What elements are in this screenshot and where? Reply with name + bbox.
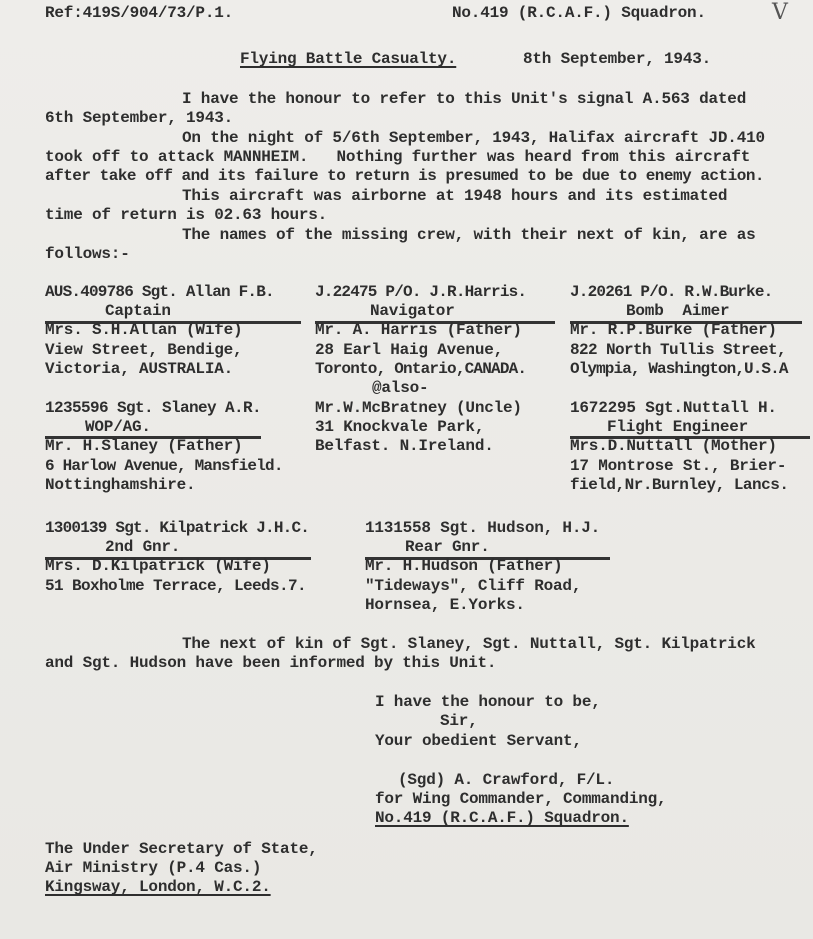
body-line: after take off and its failure to return is presumed to be due to enemy action.: [45, 167, 765, 185]
body-line: On the night of 5/6th September, 1943, Halifax aircraft JD.410: [182, 129, 765, 147]
kin-line: @also-: [372, 379, 429, 397]
crew-name: J.22475 P/O. J.R.Harris.: [315, 283, 527, 301]
kin-line: 17 Montrose St., Brier-: [570, 457, 787, 475]
closing-paragraph-line: and Sgt. Hudson have been informed by this Unit.: [45, 654, 497, 672]
body-line: took off to attack MANNHEIM. Nothing further was heard from this aircraft: [45, 148, 751, 166]
crew-name: 1672295 Sgt.Nuttall H.: [570, 399, 777, 417]
kin-line: Hornsea, E.Yorks.: [365, 596, 525, 614]
crew-name: 1131558 Sgt. Hudson, H.J.: [365, 519, 601, 537]
kin-line: 31 Knockvale Park,: [315, 418, 485, 436]
crew-role: 2nd Gnr.: [105, 538, 181, 556]
kin-line: field,Nr.Burnley, Lancs.: [570, 476, 789, 494]
kin-line: Mrs. S.H.Allan (Wife): [45, 321, 243, 339]
body-line: 6th September, 1943.: [45, 109, 234, 127]
crew-role: Rear Gnr.: [405, 538, 490, 556]
signature-line: (Sgd) A. Crawford, F/L.: [398, 771, 615, 789]
signoff-line: Your obedient Servant,: [375, 732, 582, 750]
addressee-line: Kingsway, London, W.C.2.: [45, 878, 271, 896]
addressee-line: The Under Secretary of State,: [45, 840, 318, 858]
body-line: This aircraft was airborne at 1948 hours and its estimated: [182, 187, 728, 205]
handwritten-mark: V: [772, 0, 788, 25]
signoff-unit: No.419 (R.C.A.F.) Squadron.: [375, 809, 629, 827]
signoff-line: I have the honour to be,: [375, 693, 601, 711]
signoff-line: for Wing Commander, Commanding,: [375, 790, 667, 808]
crew-name: 1300139 Sgt. Kilpatrick J.H.C.: [45, 519, 310, 537]
kin-line: 822 North Tullis Street,: [570, 341, 787, 359]
kin-line: Olympia, Washington,U.S.A: [570, 360, 788, 378]
crew-name: 1235596 Sgt. Slaney A.R.: [45, 399, 262, 417]
body-line: time of return is 02.63 hours.: [45, 206, 328, 224]
crew-role: Navigator: [370, 302, 455, 320]
kin-line: Mr. R.P.Burke (Father): [570, 321, 777, 339]
body-line: I have the honour to refer to this Unit's signal A.563 dated: [182, 90, 747, 108]
kin-line: Nottinghamshire.: [45, 476, 196, 494]
crew-name: J.20261 P/O. R.W.Burke.: [570, 283, 773, 301]
kin-line: View Street, Bendige,: [45, 341, 243, 359]
body-line: follows:-: [45, 245, 130, 263]
crew-role: Captain: [105, 302, 171, 320]
kin-line: Mrs. D.Kilpatrick (Wife): [45, 557, 271, 575]
kin-line: Toronto, Ontario,CANADA.: [315, 360, 527, 378]
crew-role: WOP/AG.: [85, 418, 151, 436]
kin-line: Victoria, AUSTRALIA.: [45, 360, 234, 378]
kin-line: Mrs.D.Nuttall (Mother): [570, 437, 777, 455]
kin-line: 51 Boxholme Terrace, Leeds.7.: [45, 577, 307, 595]
unit-header: No.419 (R.C.A.F.) Squadron.: [452, 4, 706, 22]
kin-line: 6 Harlow Avenue, Mansfield.: [45, 457, 283, 475]
kin-line: 28 Earl Haig Avenue,: [315, 341, 504, 359]
signoff-line: Sir,: [440, 712, 478, 730]
reference: Ref:419S/904/73/P.1.: [45, 4, 234, 22]
addressee-line: Air Ministry (P.4 Cas.): [45, 859, 262, 877]
crew-role: Bomb Aimer: [626, 302, 730, 320]
letter-date: 8th September, 1943.: [523, 50, 712, 68]
closing-paragraph-line: The next of kin of Sgt. Slaney, Sgt. Nuttall, Sgt. Kilpatrick: [182, 635, 756, 653]
kin-line: Mr. H.Slaney (Father): [45, 437, 243, 455]
kin-line: Mr. H.Hudson (Father): [365, 557, 563, 575]
body-line: The names of the missing crew, with their next of kin, are as: [182, 226, 756, 244]
kin-line: "Tideways", Cliff Road,: [365, 577, 582, 595]
kin-line: Belfast. N.Ireland.: [315, 437, 494, 455]
kin-line: Mr. A. Harris (Father): [315, 321, 522, 339]
crew-name: AUS.409786 Sgt. Allan F.B.: [45, 283, 274, 301]
crew-role: Flight Engineer: [607, 418, 749, 436]
kin-line: Mr.W.McBratney (Uncle): [315, 399, 522, 417]
subject-title: Flying Battle Casualty.: [240, 50, 457, 68]
